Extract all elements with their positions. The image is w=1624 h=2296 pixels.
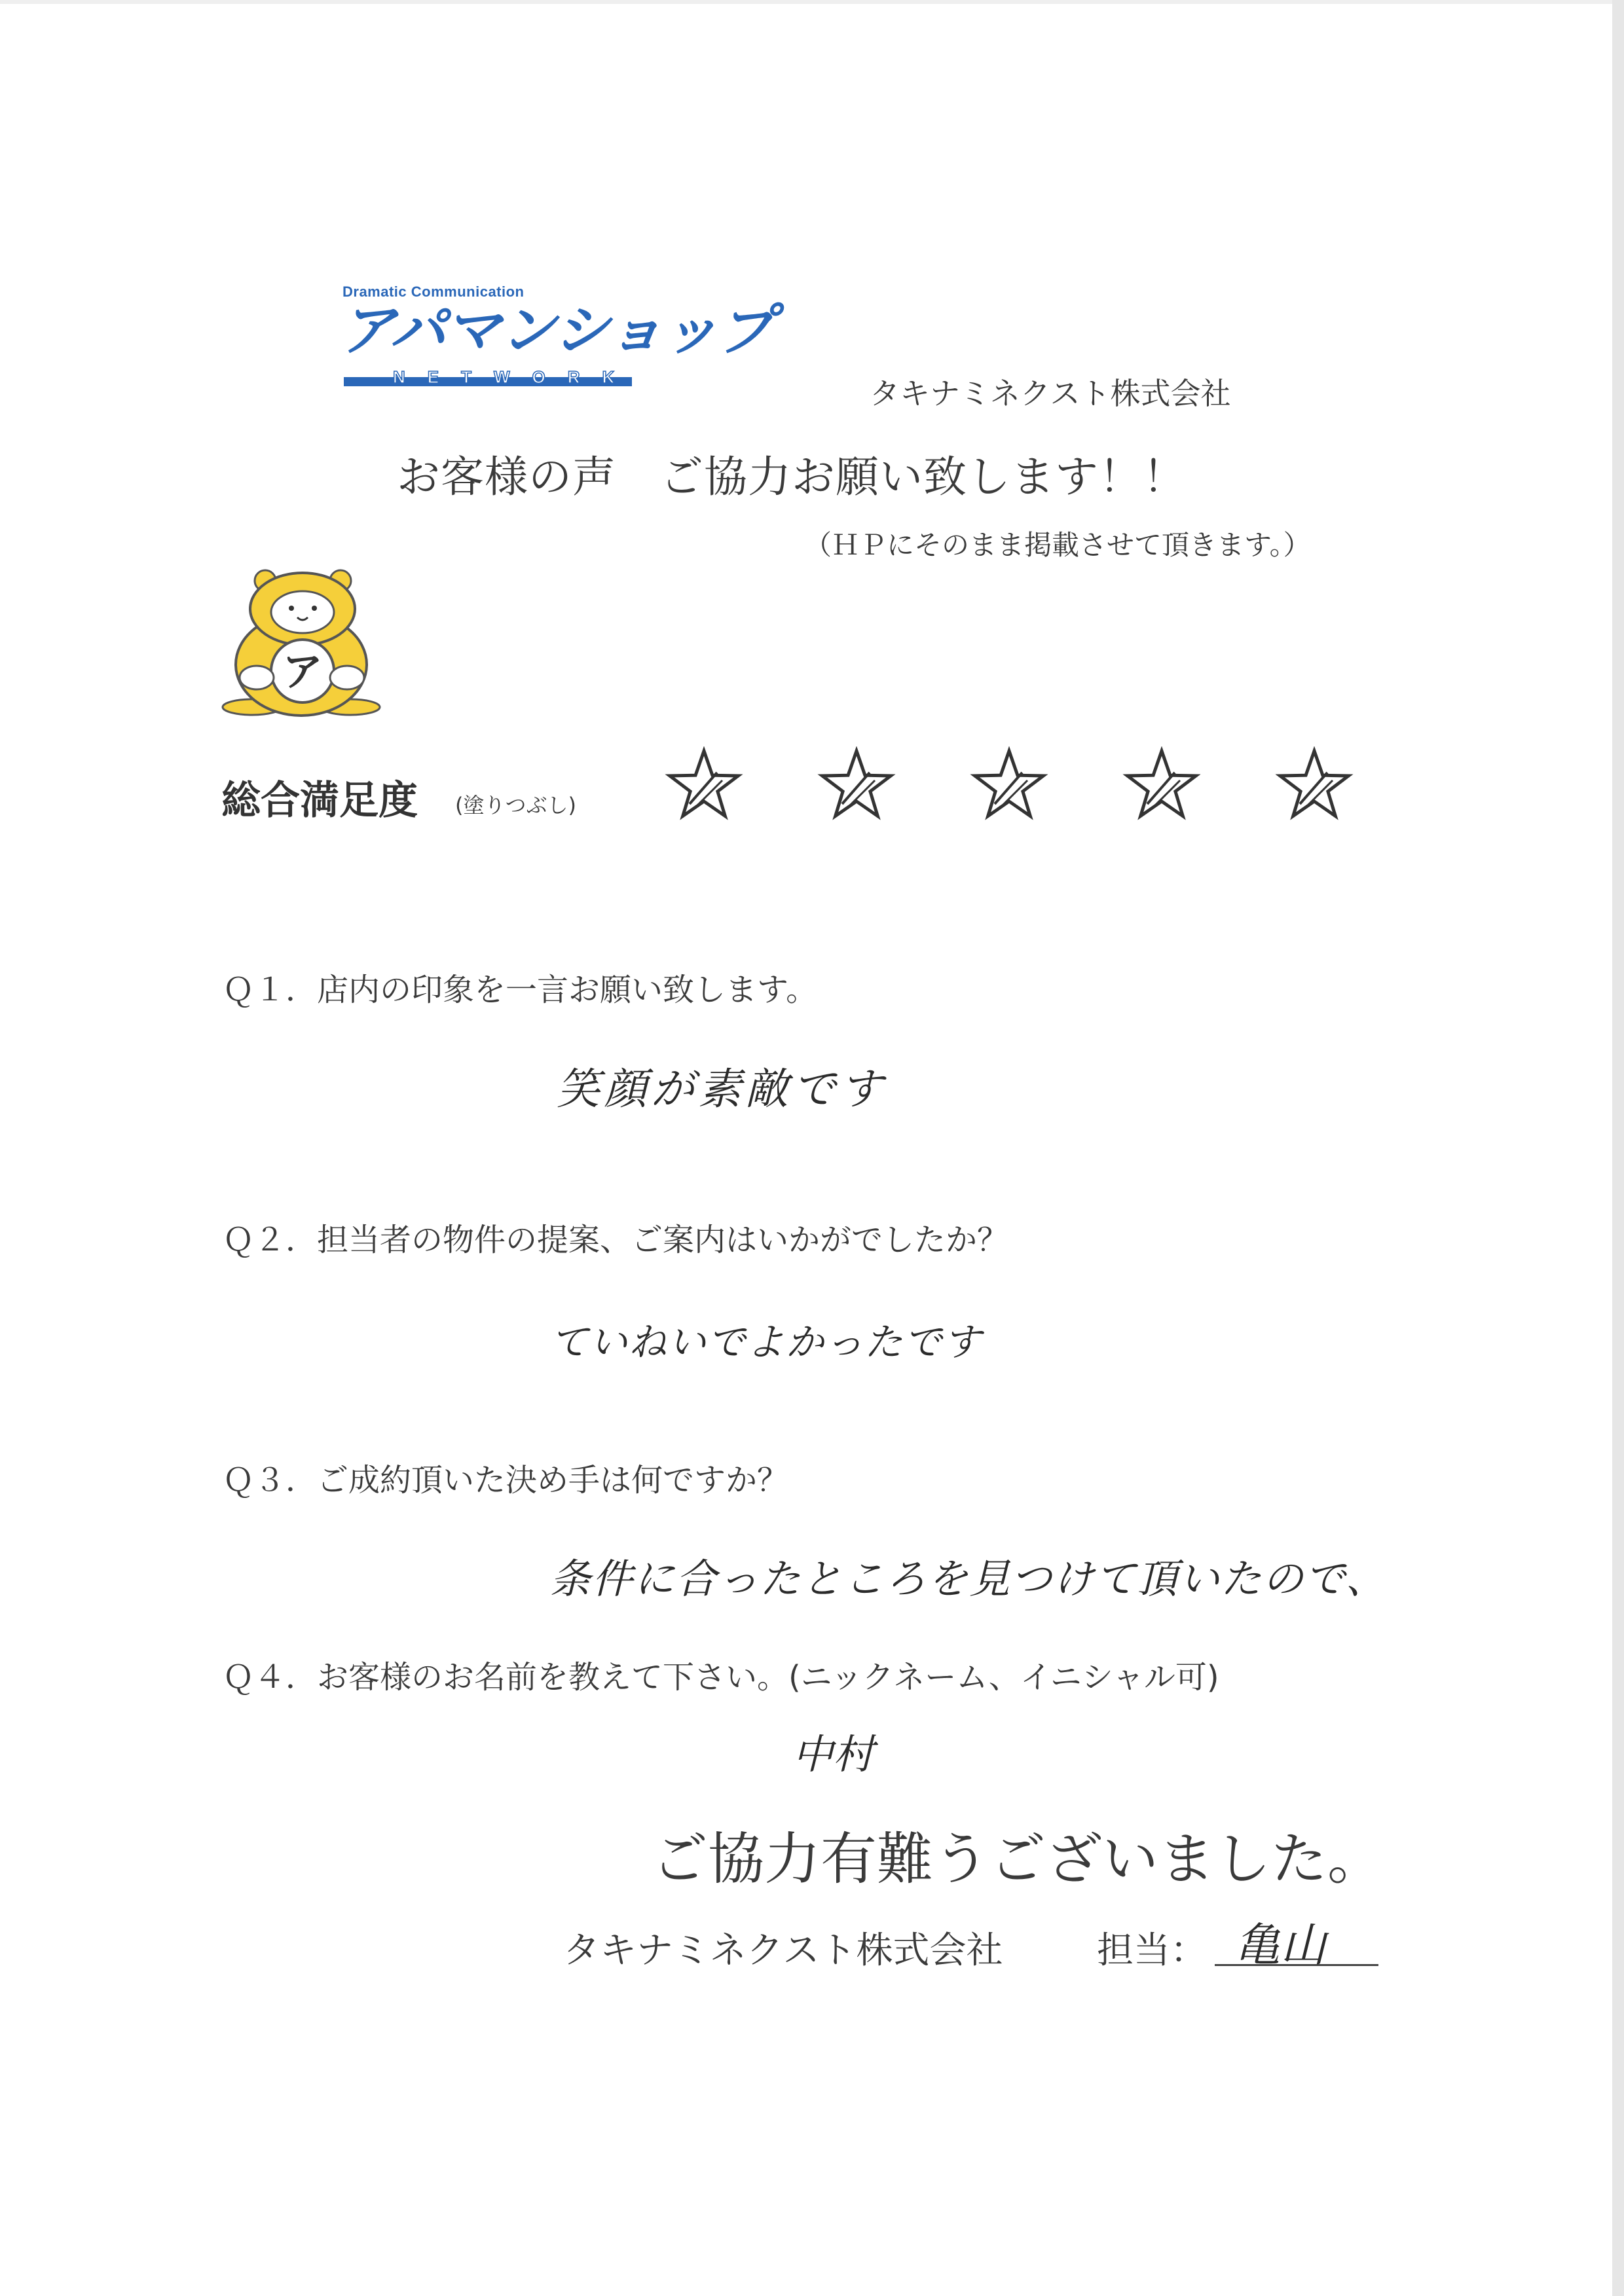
scan-edge-right — [1612, 0, 1624, 2296]
rating-star-icon[interactable] — [665, 746, 743, 825]
page-title: お客様の声 ご協力お願い致します！！ — [397, 452, 1187, 502]
answer-1: 笑顔が素敵です — [557, 1064, 887, 1114]
logo-subtitle: Dramatic Communication — [342, 283, 525, 300]
thanks-message: ご協力有難うございました。 — [652, 1827, 1384, 1892]
question-4: Ｑ４．お客様のお名前を教えて下さい。(ニックネーム、イニシャル可) — [223, 1659, 1219, 1696]
star-rating — [665, 746, 1385, 838]
question-2: Ｑ２．担当者の物件の提案、ご案内はいかがでしたか？ — [223, 1222, 1009, 1258]
question-3: Ｑ３．ご成約頂いた決め手は何ですか？ — [223, 1462, 789, 1499]
bear-mascot-icon — [216, 566, 386, 720]
staff-label: 担当： — [1097, 1929, 1207, 1972]
publication-note: （ＨＰにそのまま掲載させて頂きます。） — [804, 529, 1311, 561]
answer-4: 中村 — [792, 1730, 874, 1778]
question-1: Ｑ１．店内の印象を一言お願い致します。 — [223, 972, 818, 1008]
rating-star-icon[interactable] — [970, 746, 1048, 825]
answer-3: 条件に合ったところを見つけて頂いたので、 — [550, 1555, 1388, 1603]
answer-2: ていねいでよかったです — [550, 1320, 983, 1364]
company-name-top: タキナミネクスト株式会社 — [870, 376, 1231, 411]
mascot-badge-letter: ア — [282, 647, 323, 695]
scan-edge-top — [0, 0, 1624, 4]
company-name-bottom: タキナミネクスト株式会社 — [563, 1929, 1003, 1972]
logo-brand: アパマンショップ — [339, 298, 773, 363]
rating-sub-label: (塗りつぶし) — [455, 793, 576, 818]
rating-star-icon[interactable] — [817, 746, 896, 825]
logo-network: NETWORK — [393, 367, 637, 387]
rating-star-icon[interactable] — [1122, 746, 1201, 825]
rating-label: 総合満足度 — [221, 778, 418, 824]
rating-star-icon[interactable] — [1275, 746, 1354, 825]
staff-name: 亀山 — [1234, 1918, 1326, 1972]
